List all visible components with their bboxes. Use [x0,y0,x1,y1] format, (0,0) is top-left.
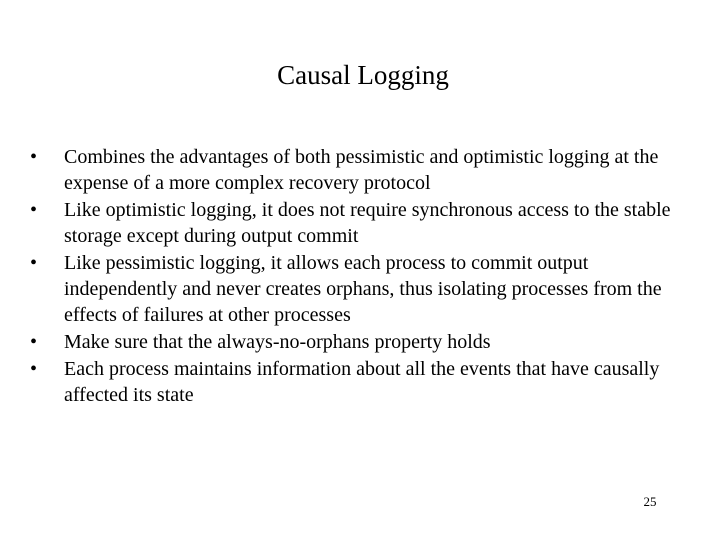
bullet-text: Like optimistic logging, it does not require synchronous access to the stable storage except during output commit [64,199,671,247]
bullet-item [30,356,702,408]
bullet-text: Combines the advantages of both pessimistic and optimistic logging at the expense of a more complex recovery protocol [64,146,659,194]
bullet-item [30,197,702,249]
bullet-marker: • [30,146,38,168]
slide-title: Causal Logging [277,60,449,90]
bullet-item [30,329,702,355]
bullet-text: Make sure that the always-no-orphans property holds [64,331,491,353]
bullet-text: Like pessimistic logging, it allows each process to commit output independently and never creates orphans, thus isolating processes from the effects of failures at other processes [64,252,662,326]
bullet-list [30,144,702,409]
bullet-marker: • [30,358,38,380]
bullet-item [30,250,702,328]
bullet-marker: • [30,199,38,221]
bullet-marker: • [30,331,38,353]
bullet-item [30,144,702,196]
page-number: 25 [643,494,657,509]
bullet-marker: • [30,252,38,274]
bullet-text: Each process maintains information about all the events that have causally affected its state [64,358,660,406]
